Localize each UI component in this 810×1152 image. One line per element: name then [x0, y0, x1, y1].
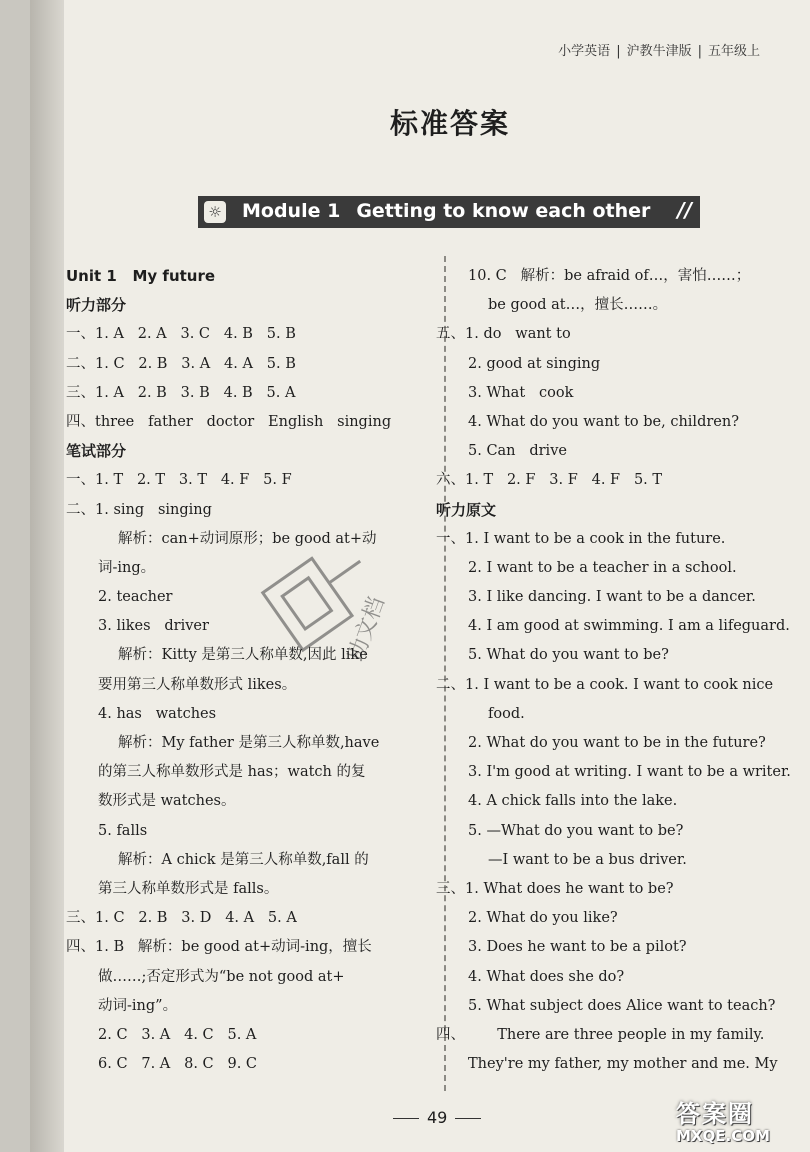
answer-line: 解析：Kitty 是第三人称单数,因此 like — [118, 647, 368, 664]
right-column — [436, 262, 791, 1079]
answer-line: 二、1. sing singing — [66, 501, 212, 518]
stamp-text: 助文档 — [343, 593, 390, 665]
site-watermark — [676, 1100, 800, 1150]
answer-line: 3. likes driver — [98, 618, 209, 635]
answer-line: 第三人称单数形式是 falls。 — [98, 880, 279, 897]
answer-line: 3. I'm good at writing. I want to be a writer. — [468, 764, 791, 781]
answer-line: 4. What do you want to be, children? — [468, 413, 739, 430]
answer-line: 三、1. C 2. B 3. D 4. A 5. A — [66, 910, 297, 927]
answer-line: 5. What subject does Alice want to teach? — [468, 997, 776, 1014]
answer-line: 一、1. A 2. A 3. C 4. B 5. B — [66, 326, 296, 343]
section-heading: 听力部分 — [66, 296, 127, 315]
answer-line: 5. —What do you want to be? — [468, 822, 684, 839]
answer-line: 2. What do you want to be in the future? — [468, 735, 766, 751]
answer-line: 四、three father doctor English singing — [66, 413, 392, 430]
running-head-edition: 沪教牛津版 — [626, 44, 692, 59]
banner-slash: // — [677, 198, 692, 222]
answer-line: 一、1. T 2. T 3. T 4. F 5. F — [66, 472, 292, 489]
answer-line: 要用第三人称单数形式 likes。 — [98, 676, 297, 693]
section-heading: 笔试部分 — [66, 442, 127, 461]
answer-line: 四、1. B 解析：be good at+动词-ing，擅长 — [66, 939, 372, 956]
answer-line: 10. C 解析：be afraid of…，害怕……； — [468, 268, 751, 284]
module-title — [242, 200, 650, 222]
answer-line: 的第三人称单数形式是 has；watch 的复 — [98, 764, 366, 781]
answer-line: 4. A chick falls into the lake. — [468, 793, 678, 810]
watermark-url: MXQE.COM — [676, 1127, 770, 1145]
answer-line: 数形式是 watches。 — [98, 793, 236, 810]
answer-line: be good at…，擅长……。 — [488, 297, 668, 314]
answer-line: 三、1. A 2. B 3. B 4. B 5. A — [66, 384, 296, 401]
answer-line: 5. falls — [98, 822, 148, 839]
answer-line: 4. I am good at swimming. I am a lifeguard. — [468, 618, 790, 635]
answer-line: 二、1. I want to be a cook. I want to cook nice — [436, 676, 774, 693]
answer-line: 5. Can drive — [468, 443, 567, 460]
answer-line: 做……;否定形式为“be not good at+ — [98, 968, 345, 985]
page-number — [385, 1108, 489, 1127]
answer-line: 5. What do you want to be? — [468, 647, 669, 664]
answer-line: 词-ing。 — [98, 559, 156, 576]
running-head: 小学英语 | 沪教牛津版 | 五年级上 — [558, 44, 760, 59]
lightbulb-icon: ☼ — [204, 201, 226, 223]
module-name: Getting to know each other — [356, 200, 651, 222]
answer-line: 四、 There are three people in my family. — [436, 1026, 765, 1043]
answer-line: 解析：can+动词原形；be good at+动 — [118, 530, 377, 547]
module-banner — [198, 196, 700, 228]
answer-line: 2. I want to be a teacher in a school. — [468, 559, 737, 576]
answer-line: —I want to be a bus driver. — [488, 851, 687, 868]
answer-line: 4. What does she do? — [468, 968, 625, 985]
answer-line: 五、1. do want to — [436, 326, 571, 343]
page-number-text: 49 — [427, 1108, 448, 1127]
answer-line: food. — [488, 705, 525, 722]
answer-line: 三、1. What does he want to be? — [436, 880, 674, 897]
answer-line: 动词-ing”。 — [98, 997, 178, 1014]
answer-line: 解析：A chick 是第三人称单数,fall 的 — [118, 851, 369, 868]
watermark-logo: 答案圈 — [676, 1100, 754, 1128]
running-head-grade: 五年级上 — [707, 44, 760, 59]
answer-line: 6. C 7. A 8. C 9. C — [98, 1056, 258, 1073]
page-title: 标准答案 — [389, 107, 510, 140]
answer-line: 3. What cook — [468, 384, 574, 401]
answer-line: 2. teacher — [98, 589, 173, 606]
answer-line: 4. has watches — [98, 705, 217, 722]
answer-line: 解析：My father 是第三人称单数,have — [118, 735, 380, 751]
answer-line: 2. good at singing — [468, 355, 601, 372]
left-column — [66, 262, 406, 1079]
answer-line: 3. I like dancing. I want to be a dancer. — [468, 589, 756, 606]
section-heading: 听力原文 — [436, 500, 497, 519]
module-number: Module 1 — [242, 200, 341, 222]
book-spine — [30, 0, 64, 1152]
answer-line: They're my father, my mother and me. My — [468, 1056, 778, 1073]
section-heading: Unit 1 My future — [66, 267, 216, 285]
answer-line: 一、1. I want to be a cook in the future. — [436, 530, 726, 547]
answer-line: 2. What do you like? — [468, 910, 618, 927]
running-head-subject: 小学英语 — [558, 44, 611, 59]
answer-line: 六、1. T 2. F 3. F 4. F 5. T — [436, 472, 663, 489]
answer-line: 2. C 3. A 4. C 5. A — [98, 1026, 257, 1043]
answer-line: 二、1. C 2. B 3. A 4. A 5. B — [66, 355, 296, 372]
answer-line: 3. Does he want to be a pilot? — [468, 939, 687, 956]
